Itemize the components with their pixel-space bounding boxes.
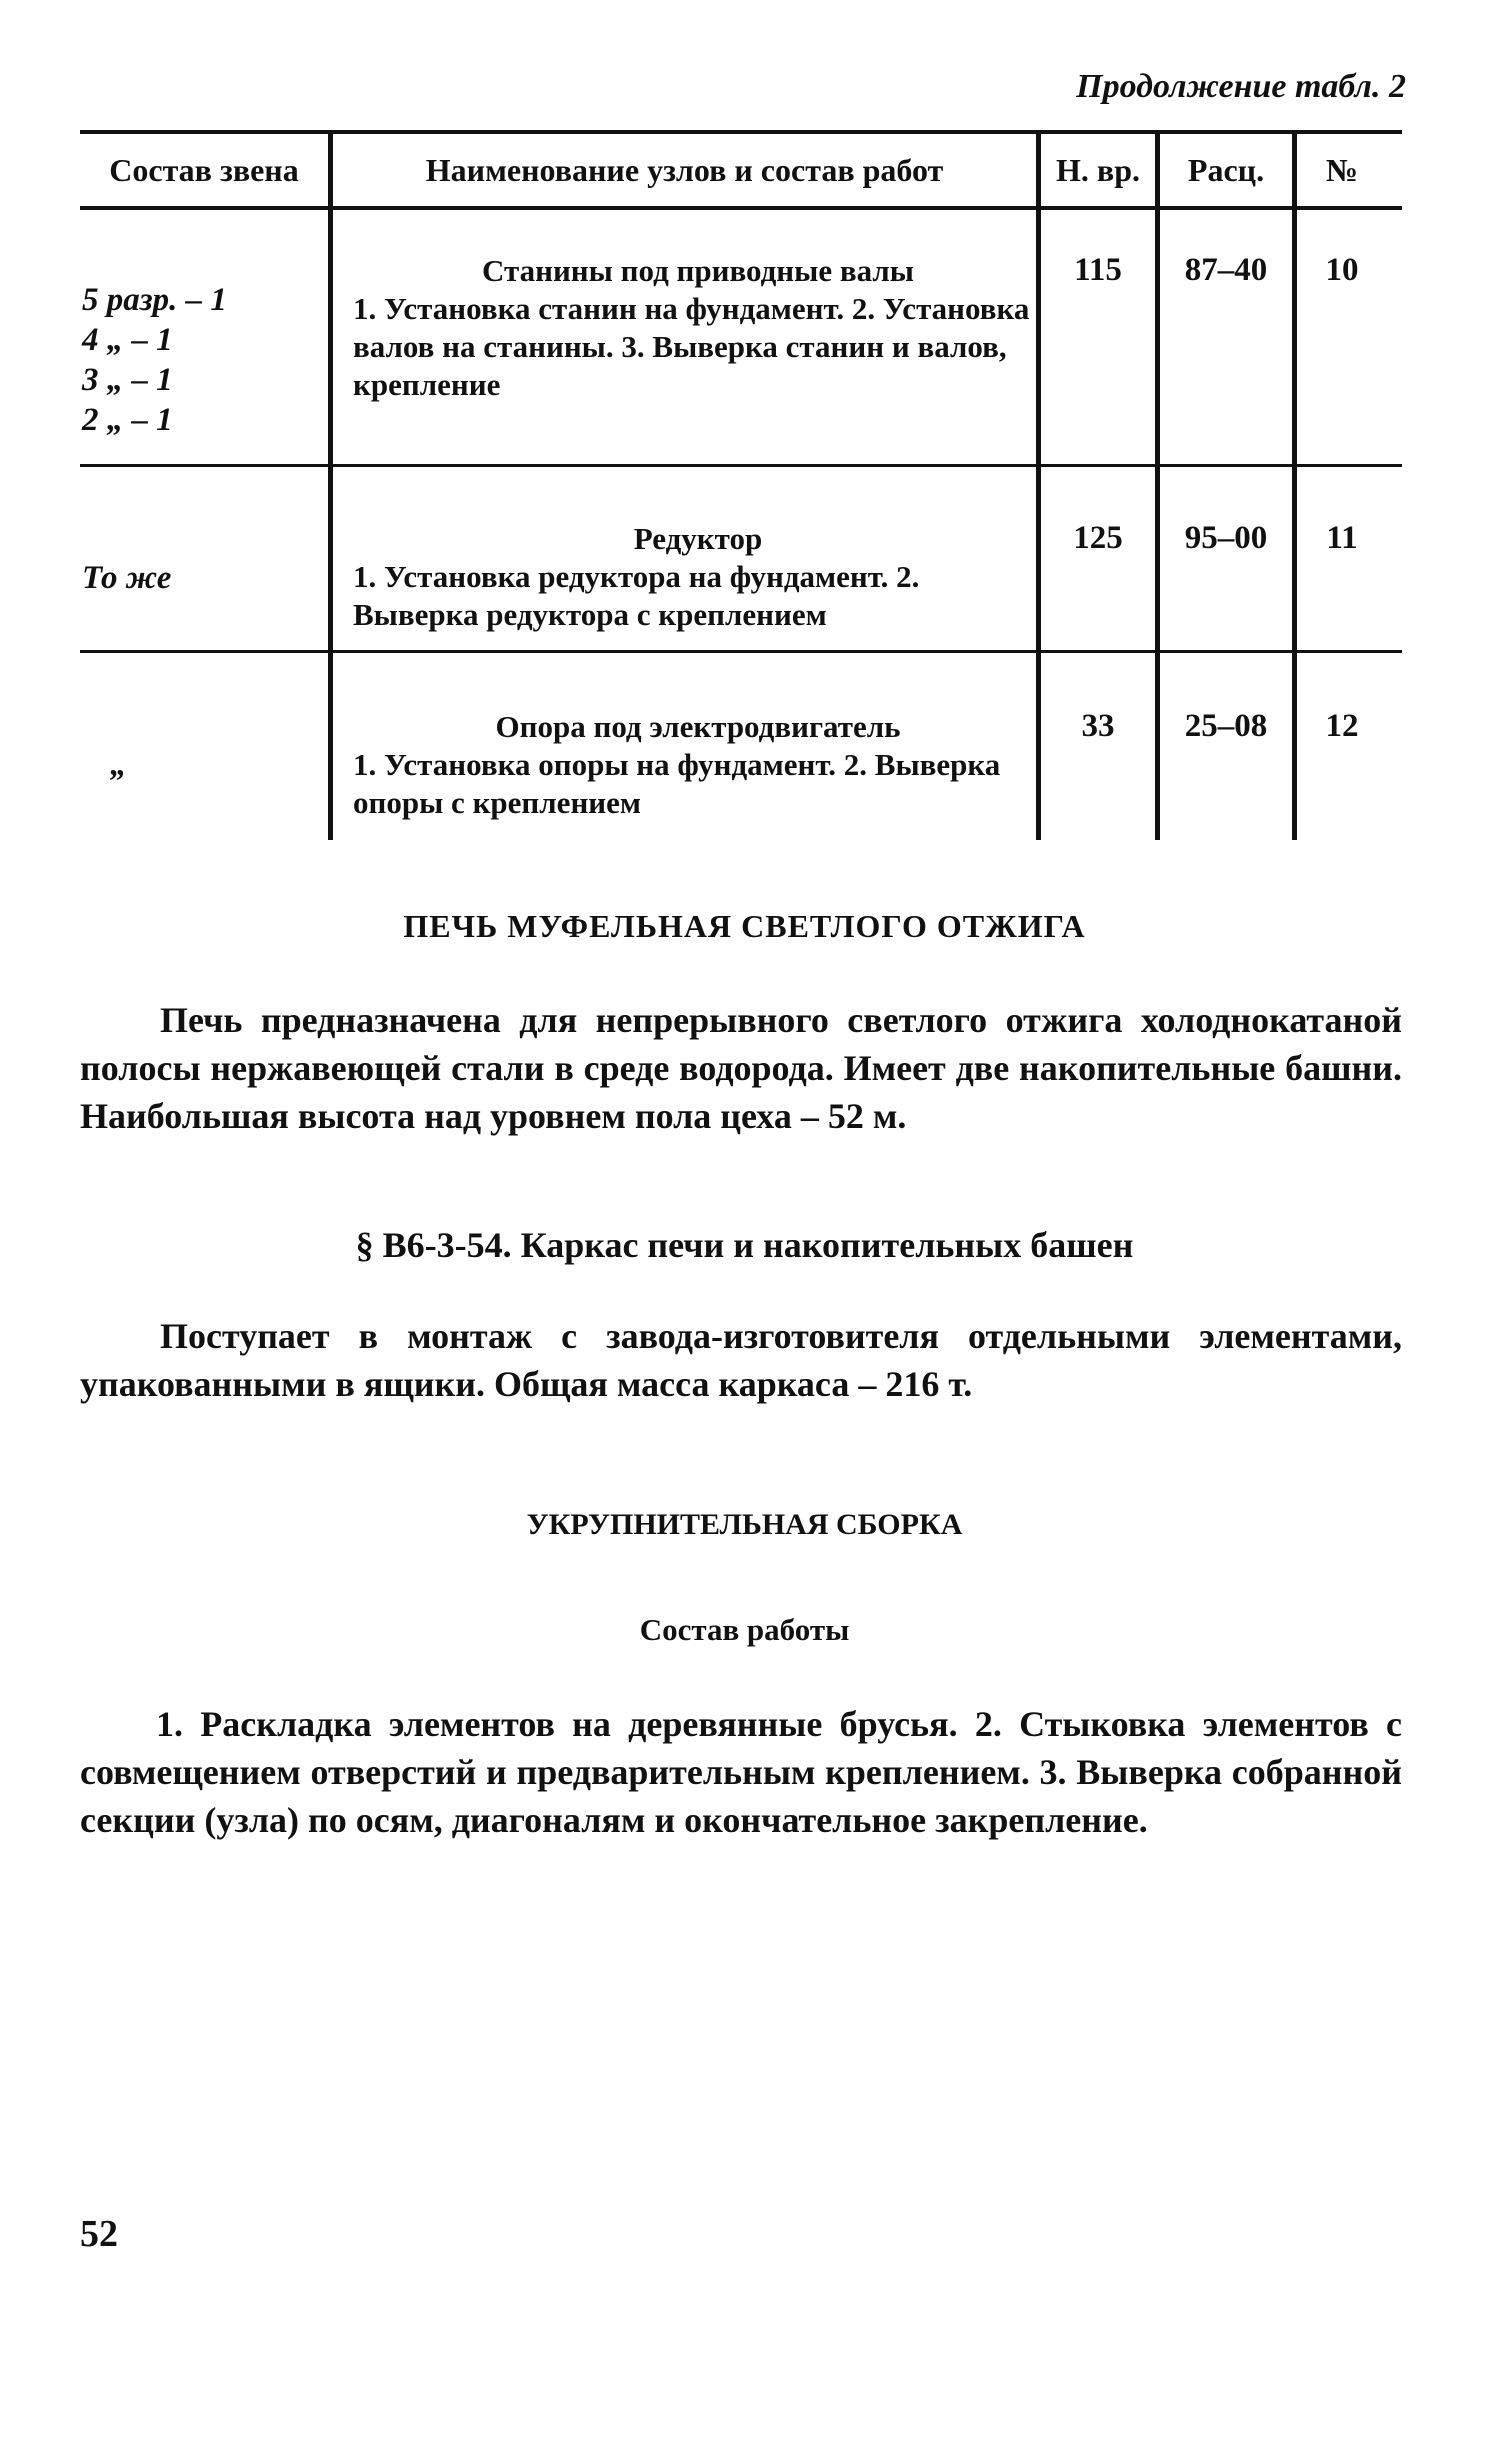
work-description: 1. Установка станин на фундамент. 2. Установка валов на станины. 3. Выверка станин и валов, крепление xyxy=(353,291,1030,402)
table-row-rule xyxy=(80,464,1402,467)
row-number: 11 xyxy=(1326,520,1358,556)
crew-line: То же xyxy=(82,560,172,596)
header-norm: Н. вр. xyxy=(1056,152,1140,188)
work-title: Редуктор xyxy=(633,521,763,556)
table-column-rule xyxy=(328,130,333,840)
section-paragraph: Печь предназначена для непрерывного светлого отжига холоднокатаной полосы нержавеющей стали в среде водорода. Имеет две накопительные башни. Наибольшая высота над уровнем пола цеха – 52 м. xyxy=(80,1000,1402,1136)
section-heading: § В6-3-54. Каркас печи и накопительных башен xyxy=(355,1225,1134,1265)
rate-value: 95–00 xyxy=(1184,520,1268,556)
table-row-work xyxy=(353,252,1043,404)
crew-line: 3 „ – 1 xyxy=(82,362,173,398)
section-heading: УКРУПНИТЕЛЬНАЯ СБОРКА xyxy=(526,1508,963,1541)
continuation-label: Продолжение табл. 2 xyxy=(1076,68,1406,105)
section-heading: ПЕЧЬ МУФЕЛЬНАЯ СВЕТЛОГО ОТЖИГА xyxy=(403,908,1086,944)
table-row-crew xyxy=(82,280,227,440)
norm-value: 33 xyxy=(1081,708,1115,744)
table-top-rule xyxy=(80,130,1402,134)
work-description: 1. Установка опоры на фундамент. 2. Выверка опоры с креплением xyxy=(353,747,1001,820)
table-header-rule xyxy=(80,206,1402,210)
section-subheading: Состав работы xyxy=(639,1612,850,1647)
work-title: Опора под электродвигатель xyxy=(495,709,901,744)
norm-value: 115 xyxy=(1074,252,1122,288)
norm-value: 125 xyxy=(1073,520,1123,556)
row-number: 10 xyxy=(1325,252,1359,288)
table-row-work xyxy=(353,520,1043,634)
page-number: 52 xyxy=(80,2213,118,2255)
header-rate: Расц. xyxy=(1187,152,1265,188)
table-row-crew xyxy=(110,745,127,785)
table-row-rule xyxy=(80,650,1402,653)
norms-table xyxy=(80,130,1402,840)
rate-value: 87–40 xyxy=(1184,252,1268,288)
crew-line: 5 разр. – 1 xyxy=(82,282,227,318)
work-description: 1. Установка редуктора на фундамент. 2. Выверка редуктора с креплением xyxy=(353,559,920,632)
table-row-crew xyxy=(82,558,171,598)
header-number: № xyxy=(1325,152,1359,188)
rate-value: 25–08 xyxy=(1184,708,1268,744)
section-paragraph: 1. Раскладка элементов на деревянные брусья. 2. Стыковка элементов с совмещением отверстий и предварительным креплением. 3. Выверка собранной секции (узла) по осям, диагоналям и окончательное закрепление. xyxy=(80,1704,1402,1840)
crew-line: „ xyxy=(110,747,127,783)
header-crew: Состав звена xyxy=(109,152,299,188)
header-work: Наименование узлов и состав работ xyxy=(425,152,944,188)
section-paragraph: Поступает в монтаж с завода-изготовителя отдельными элементами, упакованными в ящики. Общая масса каркаса – 216 т. xyxy=(80,1316,1402,1404)
crew-line: 4 „ – 1 xyxy=(82,322,173,358)
row-number: 12 xyxy=(1325,708,1359,744)
table-row-work xyxy=(353,708,1043,822)
crew-line: 2 „ – 1 xyxy=(82,402,173,438)
work-title: Станины под приводные валы xyxy=(482,253,914,288)
